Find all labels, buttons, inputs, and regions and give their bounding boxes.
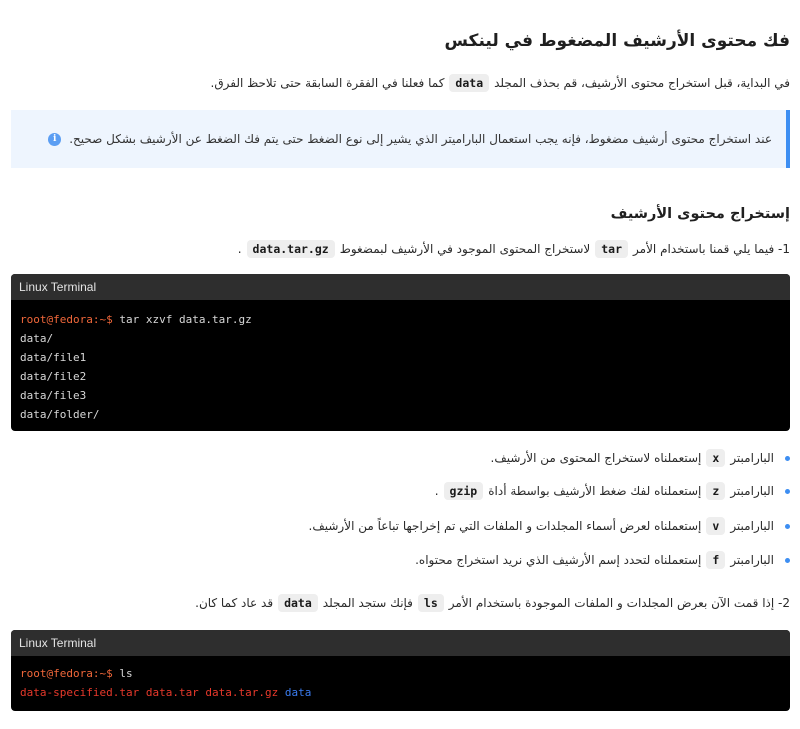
step2-paragraph bbox=[195, 594, 790, 612]
bullet-dot bbox=[785, 558, 790, 563]
step1-text-before: 1- فيما يلي قمنا باستخدام الأمر bbox=[633, 242, 790, 256]
step2-text-middle: فإنك ستجد المجلد bbox=[322, 596, 413, 610]
section-title: إستخراج محتوى الأرشيف bbox=[610, 206, 790, 222]
terminal-2-body bbox=[11, 656, 790, 702]
list-item bbox=[10, 551, 790, 569]
bullet-dot bbox=[785, 524, 790, 529]
step1-text-middle: لاستخراج المحتوى الموجود في الأرشيف لبمضغوط bbox=[339, 242, 591, 256]
terminal-1-output-line: data/file3 bbox=[20, 389, 87, 402]
bullet-dot bbox=[785, 456, 790, 461]
terminal-1-command-line bbox=[20, 310, 781, 329]
bullet-text: إستعملناه لعرض أسماء المجلدات و الملفات التي تم إخراجها تباعاً من الأرشيف. bbox=[308, 519, 702, 533]
note-text: عند استخراج محتوى أرشيف مضغوط، فإنه يجب استعمال الباراميتر الذي يشير إلى نوع الضغط حتى يتم فك الضغط عن الأرشيف بشكل صحيح. bbox=[69, 132, 772, 146]
terminal-2-directory: data bbox=[284, 686, 312, 699]
terminal-1-body bbox=[11, 300, 790, 424]
bullet-label: البارامبتر bbox=[730, 519, 774, 533]
intro-text-after: كما فعلنا في الفقرة السابقة حتى تلاحظ الفرق. bbox=[210, 76, 445, 90]
terminal-2-prompt: root@fedora:~$ bbox=[20, 667, 113, 680]
info-icon: i bbox=[48, 133, 61, 146]
bullet-label: البارامبتر bbox=[730, 553, 774, 567]
terminal-1-output-line: data/file2 bbox=[20, 370, 87, 383]
list-item bbox=[10, 482, 790, 500]
list-item bbox=[10, 449, 790, 467]
bullet-end: . bbox=[434, 484, 439, 498]
bullet-code: z bbox=[706, 482, 725, 500]
bullet-code: v bbox=[706, 517, 725, 535]
terminal-1-prompt: root@fedora:~$ bbox=[20, 313, 113, 326]
step2-text-before: 2- إذا قمت الآن بعرض المجلدات و الملفات الموجودة باستخدام الأمر bbox=[448, 596, 790, 610]
step1-code-archive: data.tar.gz bbox=[247, 240, 335, 258]
terminal-2-command: ls bbox=[119, 667, 133, 680]
terminal-1-title: Linux Terminal bbox=[11, 274, 790, 300]
terminal-2-title: Linux Terminal bbox=[11, 630, 790, 656]
step1-text-after: . bbox=[237, 242, 242, 256]
bullet-dot bbox=[785, 489, 790, 494]
info-note bbox=[11, 110, 790, 168]
step1-code-tar: tar bbox=[595, 240, 628, 258]
terminal-2-output-line bbox=[20, 683, 781, 702]
intro-text-before: في البداية، قبل استخراج محتوى الأرشيف، قم بحذف المجلد bbox=[494, 76, 790, 90]
bullet-label: البارامبتر bbox=[730, 484, 774, 498]
intro-code-data: data bbox=[449, 74, 489, 92]
terminal-2 bbox=[11, 630, 790, 711]
step2-code-data: data bbox=[278, 594, 318, 612]
terminal-1-output-line: data/file1 bbox=[20, 351, 87, 364]
terminal-1-output-line: data/ bbox=[20, 332, 54, 345]
bullet-text: إستعملناه لاستخراج المحتوى من الأرشيف. bbox=[490, 451, 702, 465]
bullet-code-gzip: gzip bbox=[444, 482, 484, 500]
bullet-text: إستعملناه لتحدد إسم الأرشيف الذي نريد استخراج محتواه. bbox=[415, 553, 702, 567]
bullet-text: إستعملناه لفك ضغط الأرشيف بواسطة أداة bbox=[488, 484, 702, 498]
step1-paragraph bbox=[238, 240, 790, 258]
step2-text-after: قد عاد كما كان. bbox=[195, 596, 274, 610]
bullet-label: البارامبتر bbox=[730, 451, 774, 465]
intro-paragraph bbox=[211, 74, 791, 92]
list-item bbox=[10, 517, 790, 535]
bullet-code: f bbox=[706, 551, 725, 569]
terminal-1-command: tar xzvf data.tar.gz bbox=[119, 313, 252, 326]
bullet-code: x bbox=[706, 449, 725, 467]
terminal-2-archive-files: data-specified.tar data.tar data.tar.gz bbox=[20, 686, 279, 699]
terminal-1 bbox=[11, 274, 790, 431]
step2-code-ls: ls bbox=[418, 594, 444, 612]
page-title: فك محتوى الأرشيف المضغوط في لينكس bbox=[444, 31, 790, 51]
terminal-1-output-line: data/folder/ bbox=[20, 408, 100, 421]
terminal-2-command-line bbox=[20, 664, 781, 683]
